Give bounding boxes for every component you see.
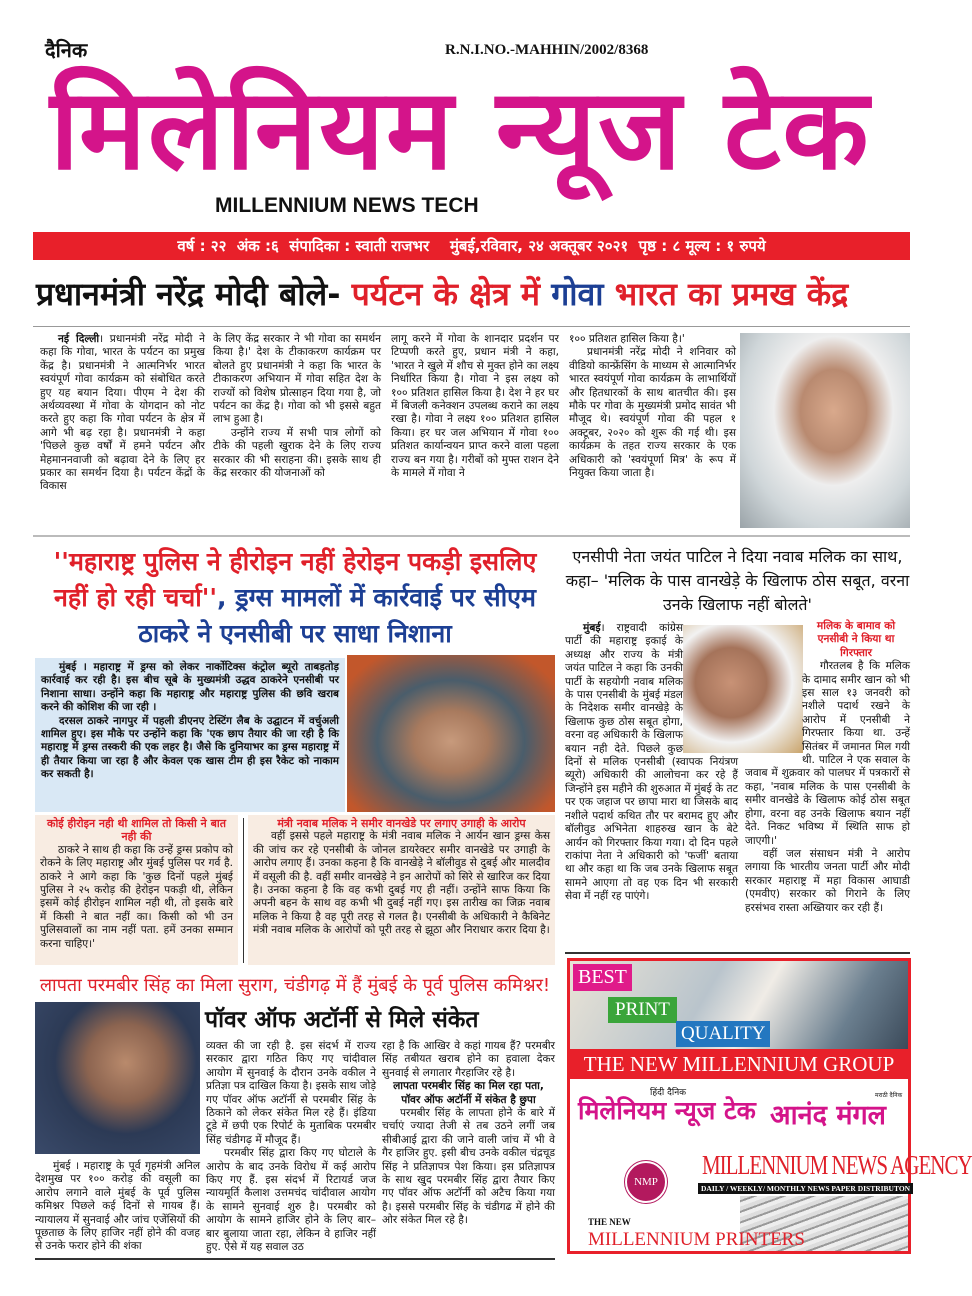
drugs-box [35,658,345,812]
divider [565,952,910,954]
article-text: ठाकरे ने साथ ही कहा कि उन्हें ड्रग्स प्रकोप को रोकने के लिए महाराष्ट्र और मुंबई पुलिस पर गर्व है. ठाकरे ने आगे कहा कि 'कुछ दिनों पहले मुंबई पुलिस ने २५ करोड़ की हेरोइन पकड़ी थी, लेकिन इसमें कोई हीरोइन शामिल नही थी, तो इसके बारे में किसी ने बात नहीं का। किसी को भी उन पुलिसवालों का नाम नहीं पता. हमें उनका सम्मान करना चाहिए।' [40,843,233,950]
lead-headline-part: गोवा [551,275,604,313]
marathi-daily-label: मराठी दैनिक [875,1092,903,1099]
printers-name: MILLENNIUM PRINTERS [588,1229,805,1250]
article-text: उन्होंने राज्य में सभी पात्र लोगों को टीके की पहली खुराक देने के लिए राज्य सरकार की भी सराहना की। इसके साथ ही केंद्र सरकार की योजनाओं को [213,426,381,480]
divider [35,1258,555,1260]
divider [33,326,910,327]
article-text: वहीं जल संसाधन मंत्री ने आरोप लगाया कि भारतीय जनता पार्टी और मोदी सरकार महाराष्ट्र में महा विकास आघाडी (एमवीए) सरकार को गिराने के लिए हरसंभव रास्ता अख्तियार कर रही हैं। [745,847,910,914]
article-text: के लिए केंद्र सरकार ने भी गोवा का समर्थन किया है।' देश के टीकाकरण कार्यक्रम पर बोलते हुए प्रधानमंत्री ने कहा कि भारत के टीकाकरण अभियान में गोवा सहित देश के राज्यों को विशेष प्रोत्साहन दिया गया है, जो पर्यटन का केंद्र है। गोवा को भी इससे बहुत लाभ हुआ है। [213,333,381,426]
hindi-daily-label: हिंदी दैनिक [650,1088,687,1098]
patil-text [565,622,738,904]
article-text: दरसल ठाकरे नागपुर में पहली डीएनए टेस्टिंग लैब के उद्घाटन में वर्चुअली शामिल हुए। इस मौके पर उन्होंने कहा कि 'एक छाप तैयार की जा रही है कि महाराष्ट्र में ड्रग्स तस्करी की एक लहर है। जैसे कि दुनियाभर का ड्रग्स महाराष्ट्र में ही तैयार किया जा रहा है और केवल एक खास टीम ही इस रैकेट को नाकाम कर सकती है। [41,714,339,781]
group-banner: THE NEW MILLENNIUM GROUP [570,1049,908,1079]
dateline: मुंबई [583,622,601,634]
agency-sub: DAILY / WEEKLY/ MONTHLY NEWS PAPER DISTRIBUTON [698,1183,913,1194]
article-text: रहा है कि आखिर वे कहां गायब हैं? परमबीर सिंह तबीयत खराब होने का हवाला देकर सुनवाई से लगातार गैरहाजिर रहे है। [382,1040,555,1079]
best-label: BEST [573,964,632,991]
lead-headline [36,268,916,320]
printers-small: THE NEW [588,1217,631,1227]
article-text: । राष्ट्रवादी कांग्रेस पार्टी की महाराष्ट्र इकाई के अध्यक्ष और राज्य के मंत्री जयंत पाटिल ने कहा कि उनकी पार्टी के सहयोगी नवाब मलिक के पास एनसीबी के मुंबई मंडल के निदेशक समीर वानखेड़े के खिलाफ कुछ ठोस सबूत होगा, वरना वह अधिकारी के खिलाफ बयान नही देते. पिछले कुछ दिनों से मलिक एनसीबी (स्वापक नियंत्रण ब्यूरो) अधिकारी की आलोचना कर रहे हैं जिन्होंने इस महीने की शुरुआत में मुंबई के तट पर एक जहाज पर छापा मारा था जिसके बाद नशीले पदार्थ कथित तौर पर बरामद हुए और बॉलीवुड अभिनेता शाहरुख खान के बेटे आर्यन को गिरफ्तार किया गया। दो दिन पहले राकांपा नेता ने अधिकारी को 'फर्जी' बताया था और कहा था कि जब उनके खिलाफ सबूत सामने आएगा तो वह एक दिन भी सरकारी सेवा में नहीं रह पाएंगे। [565,622,738,903]
drugs-sub-2 [248,815,555,965]
paper1-logo: मिलेनियम न्यूज टेक [578,1096,756,1125]
parambir-headline: लापता परमबीर सिंह का मिला सुराग, चंडीगढ़ में हैं मुंबई के पूर्व पुलिस कमिश्नर! [39,975,551,996]
article-text: १०० प्रतिशत हासिल किया है।' [569,333,685,345]
drugs-headline-red: ''महाराष्ट्र पुलिस ने हीरोइन नहीं हेरोइन पकड़ी इसलिए नहीं हो रही चर्चा'' [53,547,537,612]
lead-headline-part: भारत का प्रमख केंद्र [614,275,849,313]
sub-title: कोई हीरोइन नही थी शामिल तो किसी ने बात नही की [47,817,226,844]
article-text: वहीं इससे पहले महाराष्ट्र के मंत्री नवाब मलिक ने आर्यन खान ड्रग्स केस की जांच कर रहे एनसीबी के जोनल डायरेक्टर समीर वानखेडे पर उगाही के आरोप लगाए हैं। उनका कहना है कि वानखेड़े ने बॉलीवुड से दुबई और मालदीव में वसूली की है. वहीं समीर वानखेड़े ने इन आरोपों को सिरे से खारिज कर दिया है। उनका कहना है कि वह कभी दुबई गए ही नहीं। उन्होंने साफ किया कि अपनी बहन के साथ वह कभी भी दुबई नहीं गए। इस तारीख का जिक्र नवाब मलिक ने किया है वह पूरी तरह से गलत है। एनसीबी के अधिकारी ने कैबिनेट मंत्री नवाब मलिक के आरोपों को पूरी तरह से झूठा और निराधार करार दिया है। [253,830,550,937]
dateline: नई दिल्ली [58,333,100,345]
logo-text: NMP [634,1176,658,1188]
daily-label: दैनिक [45,38,88,62]
article-text: गौरतलब है कि मलिक के दामाद समीर खान को भी इस साल १३ जनवरी को नशीले पदार्थ रखने के आरोप में एनसीबी ने गिरफ्तार किया था. उन्हें सितंबर में जमानत मिल गयी थी. पाटिल ने एक सवाल के जवाब में शुक्रवार को पालघर में पत्रकारों से कहा, 'नवाब मलिक के पास एनसीबी के समीर वानखेडे के खिलाफ कोई ठोस सबूत होगा, वरना वह उनके खिलाफ बयान नहीं देते. निकट भविष्य में स्थिति साफ हो जाएगी।' [745,660,910,847]
drugs-headline-blue: , ड्रग्स मामलों में कार्रवाई पर सीएम ठाकरे ने एनसीबी पर साधा निशाना [138,583,536,648]
thackeray-photo [347,655,555,812]
nmp-logo [625,1161,667,1203]
article-text: मुंबई । महाराष्ट्र में ड्रग्स को लेकर नार्कोटिक्स कंट्रोल ब्यूरो ताबड़तोड़ कार्रवाई कर रही है। इस बीच सूबे के मुख्यमंत्री उद्धव ठाकरेने एनसीबी पर निशाना साधा। उन्होंने कहा कि महाराष्ट्र और महाराष्ट्र पुलिस की छवि खराब करने की कोशिश की जा रही । [41,661,339,714]
article-text: परमबीर सिंह के लापता होने के बारे में चर्चाएं ज्यादा तेजी से तब उठने लगीं जब सीबीआई द्वारा की जाने वाली जांच में भी वे गैर हाजिर हुए. इसी बीच उनके वकील चंद्रचूड सिंह ने प्रतिज्ञापत्र पेश किया। इस प्रतिज्ञापत्र के साथ खुद परमबीर सिंह द्वारा तैयार किए गए पॉवर ऑफ अटॉर्नी को अटैच किया गया है। इससे परमबीर सिंह के चंडीगढ में होने की ओर संकेत मिल रहे है। [382,1107,555,1227]
sub-title: लापता परमबीर सिंह का मिल रहा पता, पॉवर ऑफ अटॉर्नी में संकेत है छुपा [393,1080,544,1106]
divider [33,535,910,537]
quality-label: QUALITY [676,1021,770,1047]
sub-title: मलिक के बामाव को एनसीबी ने किया था गिरफ्तार [816,620,896,659]
newspaper-title-english: MILLENNIUM NEWS TECH [215,194,479,217]
article-text: व्यक्त की जा रही है. इस संदर्भ में राज्य सरकार द्वारा गठित किए गए चांदीवाल आयोग में सुनवाई के दौरान उनके वकील ने प्रतिज्ञा पत्र दाखिल किया है। इसके साथ जोड़े गए पॉवर ऑफ अटॉर्नी से परमबीर सिंह के ठिकाने को लेकर संकेत मिल रहे हैं। इंडिया टूडे में छपी एक रिपोर्ट के मुताबिक परमबीर सिंह चंडीगढ़ में मौजूद हैं। [206,1040,376,1146]
patil-side [745,620,910,915]
info-bar: वर्ष : २२ अंक :६ संपादिका : स्वाती राजभर मुंबई,रविवार, २४ अक्तूबर २०२१ पृष्ठ : ८ मूल्य : १ रुपये [33,232,910,260]
sub-title: मंत्री नवाब मलिक ने समीर वानखेडे पर लगाए उगाही के आरोप [277,817,526,830]
drugs-sub-1 [35,815,238,965]
paper2-logo: आनंद मंगल [770,1100,886,1131]
divider [243,818,244,963]
parambir-mid [206,1040,376,1255]
agency-name: MILLENNIUM NEWS AGENCY [702,1149,972,1181]
newspaper-title: मिलेनियम न्यूज टेक [50,65,871,195]
article-text: । प्रधानमंत्री नरेंद्र मोदी ने कहा कि गोवा, भारत के पर्यटन का प्रमुख केंद्र है। प्रधानमंत्री ने आत्मनिर्भर भारत स्वयंपूर्ण गोवा कार्यक्रम को संबोधित करते हुए यह बयान दिया। पीएम ने देश की अर्थव्यवस्था में गोवा के योगदान को नोट करते हुए कहा कि गोवा पर्यटन के क्षेत्र में आगे भी बढ़ रहा है। प्रधानमंत्री ने कहा 'पिछले कुछ वर्षों में हमने पर्यटन और मेहमाननवाजी को बढ़ावा देने के लिए हर प्रकार का समर्थन दिया है। पर्यटन केंद्रों के विकास [40,333,205,493]
float-spacer [745,620,802,755]
advertisement [567,958,972,1254]
lead-headline-part: प्रधानमंत्री नरेंद्र मोदी बोले- [36,275,341,313]
patil-headline: एनसीपी नेता जयंत पाटिल ने दिया नवाब मलिक का साथ, कहा– 'मलिक के पास वानखेड़े के खिलाफ ठोस सबूत, वरना उनके खिलाफ नहीं बोलते' [565,547,910,614]
masthead [0,0,945,228]
lead-headline-part: पर्यटन के क्षेत्र में [351,275,541,313]
article-text: प्रधानमंत्री नरेंद्र मोदी ने शनिवार को वीडियो कान्फ्रेंसिंग के माध्यम से आत्मानिर्भर भारत स्वयंपूर्ण गोवा कार्यक्रम के लाभार्थियों और हितधारकों के साथ बातचीत की। इस मौके पर गोवा के मुख्यमंत्री प्रमोद सावंत भी मौजूद थे। स्वयंपूर्ण गोवा की पहल १ अक्टूबर, २०२० को शुरू की गई थी। इस कार्यक्रम के तहत राज्य सरकार के एक अधिकारी को 'स्वयंपूर्णा मित्र' के रूप में नियुक्त किया जाता है। [569,346,736,480]
lead-col-2 [213,333,381,480]
lead-col-1 [40,333,205,494]
print-label: PRINT [608,997,677,1023]
float-spacer [683,622,738,752]
modi-photo [740,333,910,528]
parambir-left: मुंबई । महाराष्ट्र के पूर्व गृहमंत्री अनिल देशमुख पर १०० करोड़ की वसूली का आरोप लगाने वाले मुंबई के पूर्व पुलिस कमिश्नर पिछले कई दिनों से गायब हैं। न्यायालय में सुनवाई और जांच एजेंसियों की पूछताछ के लिए हाजिर नहीं होने की वजह से उनके फरार होने की शंका [35,1160,200,1253]
rni-number: R.N.I.NO.-MAHHIN/2002/8368 [445,42,649,58]
parambir-subhead: पॉवर ऑफ अटॉर्नी से मिले संकेत [205,1007,479,1033]
lead-col-3: लागू करने में गोवा के शानदार प्रदर्शन पर टिप्पणी करते हुए, प्रधान मंत्री ने कहा, 'भारत ने खुले में शौच से मुक्त होने का लक्ष्य निर्धारित किया है। गोवा ने इस लक्ष्य को १०० प्रतिशत हासिल किया है। देश ने हर घर में बिजली कनेक्शन उपलब्ध कराने का लक्ष्य रखा है। गोवा ने लक्ष्य १०० प्रतिशत हासिल किया। हर घर जल अभियान में गोवा १०० प्रतिशत कार्यान्वयन प्राप्त करने वाला पहला राज्य बन गया है। गरीबों को मुफ्त राशन देने के मामले में गोवा ने [391,333,559,480]
drugs-headline [35,544,555,652]
parambir-right [382,1040,555,1228]
article-text: परमबीर सिंह द्वारा किए गए घोटाले के आरोप के बाद उनके विरोध में कई आरोप किए गए हैं. इस संदर्भ में रिटायर्ड जज न्यायमूर्ति कैलाश उत्तमचंद चांदीवाल आयोग के सामने सुनवाई शुरु है। परमबीर को आयोग के सामने हाजिर होने के लिए बार–बार बुलाया जाता रहा, लेकिन वे हाजिर नहीं हुए. ऐसे में यह सवाल उठ [206,1147,376,1254]
lead-col-4 [569,333,736,480]
parambir-photo [35,1002,200,1154]
